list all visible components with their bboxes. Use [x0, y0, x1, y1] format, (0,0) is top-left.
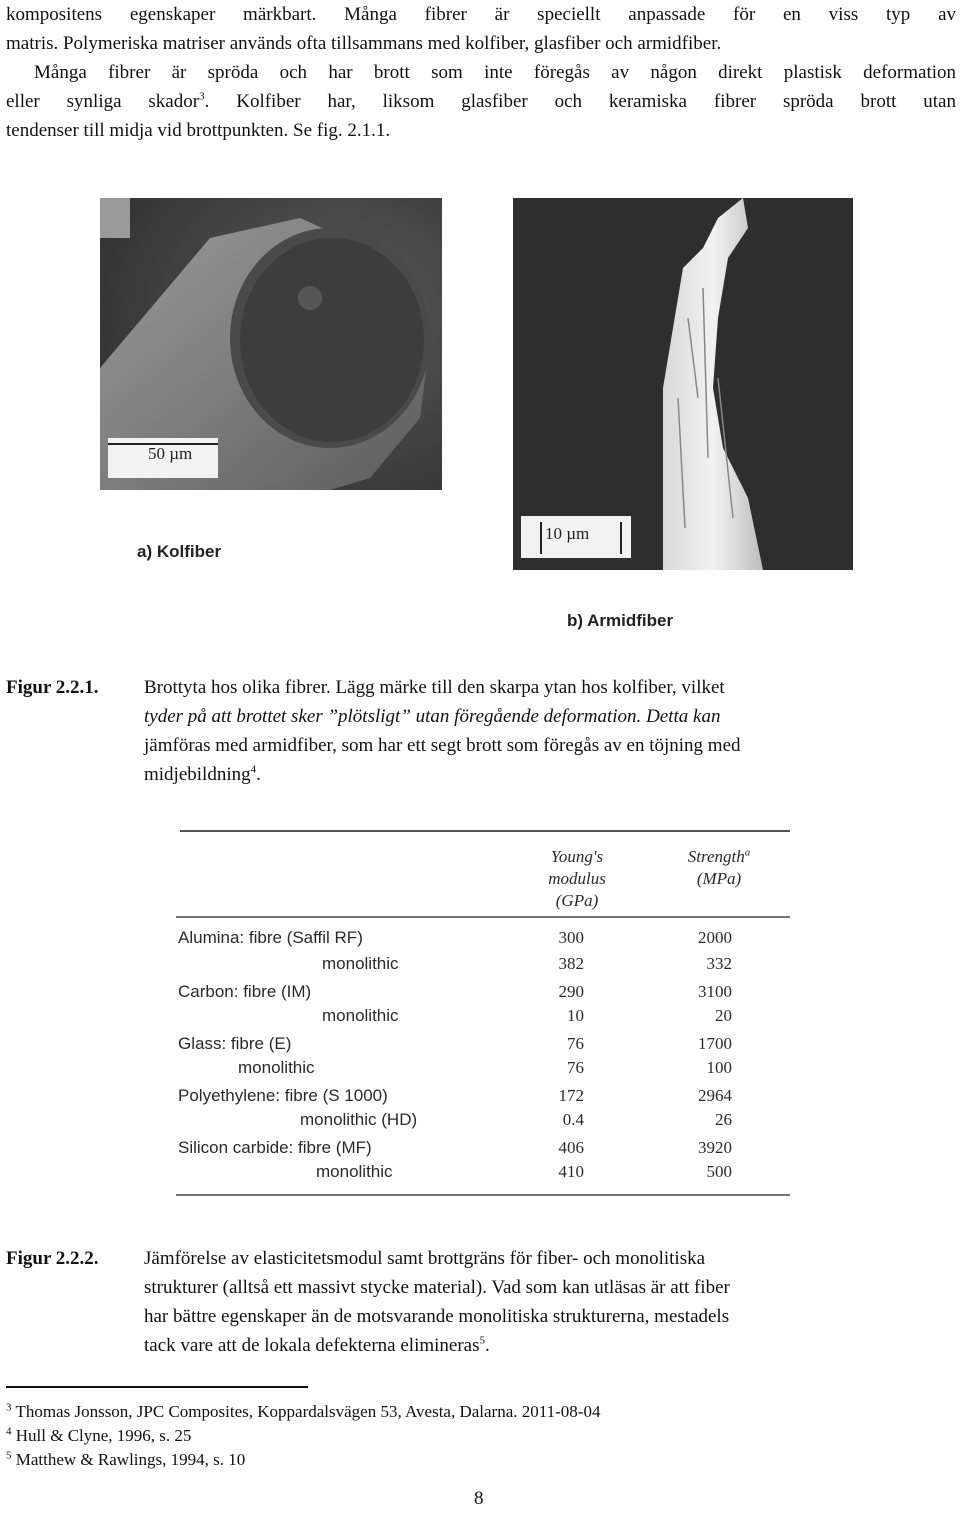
figure-caption-222 — [6, 1244, 956, 1364]
table-row-label: monolithic — [316, 1162, 393, 1181]
table-cell-modulus: 172 — [558, 1086, 584, 1105]
table-cell-strength: 332 — [706, 954, 732, 973]
footnotes — [6, 1400, 600, 1472]
footnote: $^3$ Thomas Jonsson, JPC Composites, Koppardalsvägen 53, Avesta, Dalarna. 2011-08-04 — [6, 1401, 601, 1421]
intro-line: matris. Polymeriska matriser används ofta tillsammans med kolfiber, glasfiber och armidfiber. — [6, 33, 722, 54]
footnote-separator — [6, 1386, 308, 1388]
table-row-label: Polyethylene: fibre (S 1000) — [178, 1086, 388, 1105]
footnote-ref: 3 — [199, 90, 205, 103]
col-header-strength: Strength$^a$ (MPa) — [687, 846, 751, 888]
col-header-modulus: Young's modulus (GPa) — [548, 847, 606, 910]
table-row-label: Alumina: fibre (Saffil RF) — [178, 928, 363, 947]
table-cell-strength: 1700 — [698, 1034, 732, 1053]
caption-line: har bättre egenskaper än de motsvarande monolitiska strukturerna, mestadels — [144, 1306, 730, 1327]
properties-table — [172, 820, 792, 1210]
caption-line: midjebildning$^4$. — [144, 763, 261, 785]
intro-line: tendenser till midja vid brottpunkten. Se fig. 2.1.1. — [6, 120, 391, 141]
footnote-ref: 5 — [479, 1334, 485, 1347]
scale-bar-label: 10 µm — [545, 524, 590, 543]
armidfiber-micrograph — [513, 198, 853, 570]
table-cell-strength: 3920 — [698, 1138, 732, 1157]
kolfiber-micrograph — [100, 198, 442, 490]
table-row-label: Silicon carbide: fibre (MF) — [178, 1138, 372, 1157]
table-cell-strength: 20 — [715, 1006, 732, 1025]
intro-line: kompositens egenskaper märkbart. Många fibrer är speciellt anpassade för en viss typ av — [6, 4, 956, 25]
table-row-label: Carbon: fibre (IM) — [178, 982, 312, 1001]
caption-line: strukturer (alltså ett massivt stycke material). Vad som kan utläsas är att fiber — [144, 1277, 730, 1298]
table-cell-modulus: 406 — [558, 1138, 584, 1157]
footnote-ref: 4 — [250, 763, 257, 776]
caption-line: tyder på att brottet sker ”plötsligt” utan föregående deformation. Detta kan — [144, 706, 721, 727]
table-cell-strength: 2000 — [698, 928, 732, 947]
table-row-label: monolithic — [238, 1058, 315, 1077]
armidfiber-sem-image — [513, 198, 853, 570]
table-row-label: monolithic — [322, 1006, 399, 1025]
table-cell-modulus: 382 — [558, 954, 584, 973]
caption-line: Brottyta hos olika fibrer. Lägg märke till den skarpa ytan hos kolfiber, vilket — [144, 677, 725, 698]
table-cell-modulus: 10 — [567, 1006, 584, 1025]
caption-line: tack vare att de lokala defekterna elimineras$^5$. — [144, 1334, 490, 1356]
table-cell-modulus: 300 — [558, 928, 584, 947]
table-cell-strength: 26 — [715, 1110, 732, 1129]
caption-label: Figur 2.2.1. — [6, 677, 99, 698]
table-row-label: monolithic — [322, 954, 399, 973]
caption-body — [144, 1244, 956, 1360]
figure-label-b: b) Armidfiber — [567, 611, 674, 630]
footnote: $^5$ Matthew & Rawlings, 1994, s. 10 — [6, 1449, 246, 1469]
caption-body — [144, 673, 956, 789]
figure-caption-221 — [6, 673, 956, 793]
intro-paragraph — [6, 0, 956, 145]
table-cell-modulus: 0.4 — [562, 1110, 584, 1129]
table-cell-strength: 3100 — [698, 982, 732, 1001]
intro-line: Många fibrer är spröda och har brott som inte föregås av någon direkt plastisk deformation — [34, 62, 956, 83]
table-cell-strength: 100 — [706, 1058, 732, 1077]
table-cell-strength: 500 — [706, 1162, 732, 1181]
intro-line: eller synliga skador$^3$. Kolfiber har, liksom glasfiber och keramiska fibrer spröda brott utan — [6, 90, 956, 112]
table-header-rule — [176, 916, 790, 918]
table-row-label: Glass: fibre (E) — [178, 1034, 292, 1053]
table-cell-modulus: 410 — [558, 1162, 584, 1181]
table-cell-modulus: 76 — [567, 1034, 584, 1053]
figure-label-a: a) Kolfiber — [137, 542, 222, 561]
caption-line: jämföras med armidfiber, som har ett segt brott som föregås av en töjning med — [144, 735, 741, 756]
table-cell-modulus: 76 — [567, 1058, 584, 1077]
caption-label: Figur 2.2.2. — [6, 1248, 99, 1269]
table-cell-modulus: 290 — [558, 982, 584, 1001]
caption-line: Jämförelse av elasticitetsmodul samt brottgräns för fiber- och monolitiska — [144, 1248, 706, 1269]
table-cell-strength: 2964 — [698, 1086, 732, 1105]
page-number: 8 — [474, 1488, 484, 1509]
footnote: $^4$ Hull & Clyne, 1996, s. 25 — [6, 1425, 192, 1445]
scale-bar-label: 50 µm — [148, 444, 193, 463]
table-bottom-rule — [176, 1194, 790, 1196]
table-row-label: monolithic (HD) — [300, 1110, 418, 1129]
table-top-rule — [180, 830, 790, 832]
